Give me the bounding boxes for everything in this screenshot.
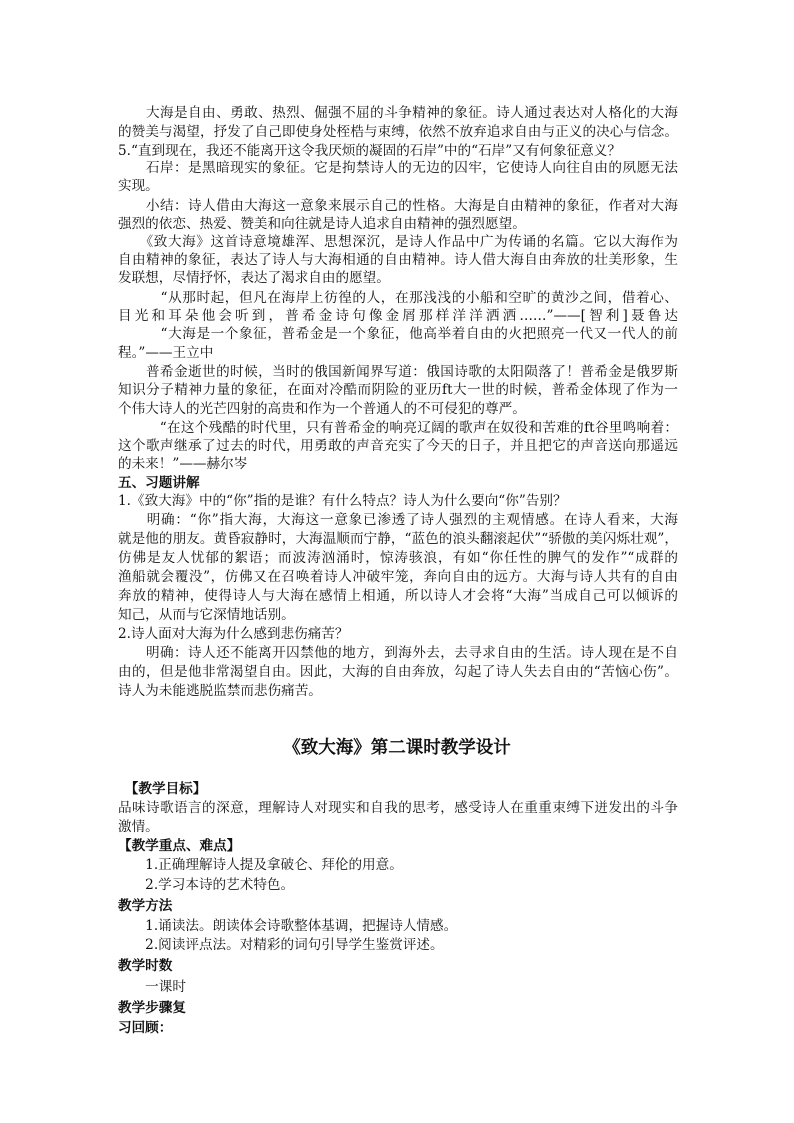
- section-title: 《致大海》第二课时教学设计: [283, 738, 511, 758]
- paragraph-line: 知识分子精神力量的象征，在面对冷酷而阴险的亚历ft大一世的时候，普希金体现了作为一: [118, 382, 678, 398]
- paragraph-line: 个伟大诗人的光芒四射的高贵和作为一个普通人的不可侵犯的尊严。: [118, 401, 526, 417]
- list-item: 2.阅读评点法。对精彩的词句引导学生鉴赏评述。: [118, 937, 444, 953]
- paragraph-line: 实现。: [118, 178, 159, 194]
- paragraph-line: 就是他的朋友。黄昏寂静时，大海温顺而宁静，“蓝色的浪头翻滚起伏”“骄傲的美闪烁壮观”，: [118, 531, 678, 547]
- paragraph-line: 小结：诗人借由大海这一意象来展示自己的性格。大海是自由精神的象征，作者对大海: [118, 198, 678, 214]
- hours-heading: 教学时数: [118, 958, 173, 974]
- teaching-goal-heading: 【教学目标】: [118, 781, 207, 797]
- question-line: 1.《致大海》中的“你”指的是谁？有什么特点？诗人为什么要向“你”告别？: [118, 493, 567, 509]
- paragraph-line: 由的，但是他非常渴望自由。因此，大海的自由奔放，勾起了诗人失去自由的“苦恼心伤”。: [118, 664, 678, 680]
- paragraph-line: 仿佛是友人忧郁的絮语；而波涛汹涌时，惊涛骇浪，有如“你任性的脾气的发作”“成群的: [118, 550, 678, 566]
- method-heading: 教学方法: [118, 898, 173, 914]
- question-line: 5.“直到现在，我还不能离开这令我厌烦的凝固的石岸”中的“石岸”又有何象征意义？: [118, 143, 621, 159]
- list-item: 1.正确理解诗人提及拿破仑、拜伦的用意。: [118, 857, 403, 873]
- paragraph-line: 《致大海》这首诗意境雄浑、思想深沉，是诗人作品中广为传诵的名篇。它以大海作为: [118, 234, 678, 250]
- paragraph-line: 发联想，尽情抒怀，表达了渴求自由的愿望。: [118, 270, 390, 286]
- steps-heading: 教学步骤复: [118, 1000, 186, 1016]
- paragraph-line: 强烈的依恋、热爱、赞美和向往就是诗人追求自由精神的强烈愿望。: [118, 216, 526, 232]
- paragraph-line: 品味诗歌语言的深意，理解诗人对现实和自我的思考，感受诗人在重重束缚下迸发出的斗争: [118, 800, 678, 816]
- paragraph-line: 大海是自由、勇敢、热烈、倔强不屈的斗争精神的象征。诗人通过表达对人格化的大海: [118, 105, 678, 121]
- paragraph-line: 普希金逝世的时候，当时的俄国新闻界写道：俄国诗歌的太阳陨落了！普希金是俄罗斯: [118, 364, 678, 380]
- quote-line: “在这个残酷的时代里，只有普希金的响亮辽阔的歌声在奴役和苦难的ft谷里鸣响着：: [118, 420, 678, 436]
- list-item: 1.诵读法。朗读体会诗歌整体基调，把握诗人情感。: [118, 918, 458, 934]
- review-heading: 习回顾：: [118, 1020, 173, 1036]
- question-line: 2.诗人面对大海为什么感到悲伤痛苦？: [118, 626, 349, 642]
- quote-line: 这个歌声继承了过去的时代，用勇敢的声音充实了今天的日子，并且把它的声音送向那遥远: [118, 438, 678, 454]
- paragraph-line: 知己，从而与它深情地话别。: [118, 607, 295, 623]
- quote-line: “大海是一个象征，普希金是一个象征，他高举着自由的火把照亮一代又一代人的前: [118, 326, 678, 342]
- paragraph-line: 的赞美与渴望，抒发了自己即使身处桎梏与束缚，依然不放弃追求自由与正义的决心与信念。: [118, 124, 678, 140]
- quote-line: 程。”——王立中: [118, 345, 214, 361]
- paragraph-line: 奔放的精神，使得诗人与大海在感情上相通，所以诗人才会将“大海”当成自己可以倾诉的: [118, 588, 678, 604]
- paragraph-line: 自由精神的象征，表达了诗人与大海相通的自由精神。诗人借大海自由奔放的壮美形象，生: [118, 252, 678, 268]
- quote-line: “从那时起，但凡在海岸上彷徨的人，在那浅浅的小船和空旷的黄沙之间，借着心、: [118, 290, 678, 306]
- paragraph-line: 明确：诗人还不能离开囚禁他的地方，到海外去，去寻求自由的生活。诗人现在是不自: [118, 645, 678, 661]
- hours-value: 一课时: [118, 979, 186, 995]
- paragraph-line: 石岸：是黑暗现实的象征。它是拘禁诗人的无边的囚牢，它使诗人向往自由的夙愿无法: [118, 160, 678, 176]
- quote-line: 目光和耳朵他会听到，普希金诗句像金屑那样洋洋洒洒……”——[智利]聂鲁达: [118, 308, 678, 324]
- list-item: 2.学习本诗的艺术特色。: [118, 877, 295, 893]
- quote-line: 的未来！”——赫尔岑: [118, 456, 248, 472]
- paragraph-line: 激情。: [118, 819, 159, 835]
- paragraph-line: 明确：“你”指大海，大海这一意象已渗透了诗人强烈的主观情感。在诗人看来，大海: [118, 512, 678, 528]
- section-heading: 五、习题讲解: [118, 475, 200, 491]
- paragraph-line: 渔船就会覆没”，仿佛又在召唤着诗人冲破牢笼，奔向自由的远方。大海与诗人共有的自由: [118, 569, 678, 585]
- paragraph-line: 诗人为未能逃脱监禁而悲伤痛苦。: [118, 683, 322, 699]
- key-points-heading: 【教学重点、难点】: [118, 838, 241, 854]
